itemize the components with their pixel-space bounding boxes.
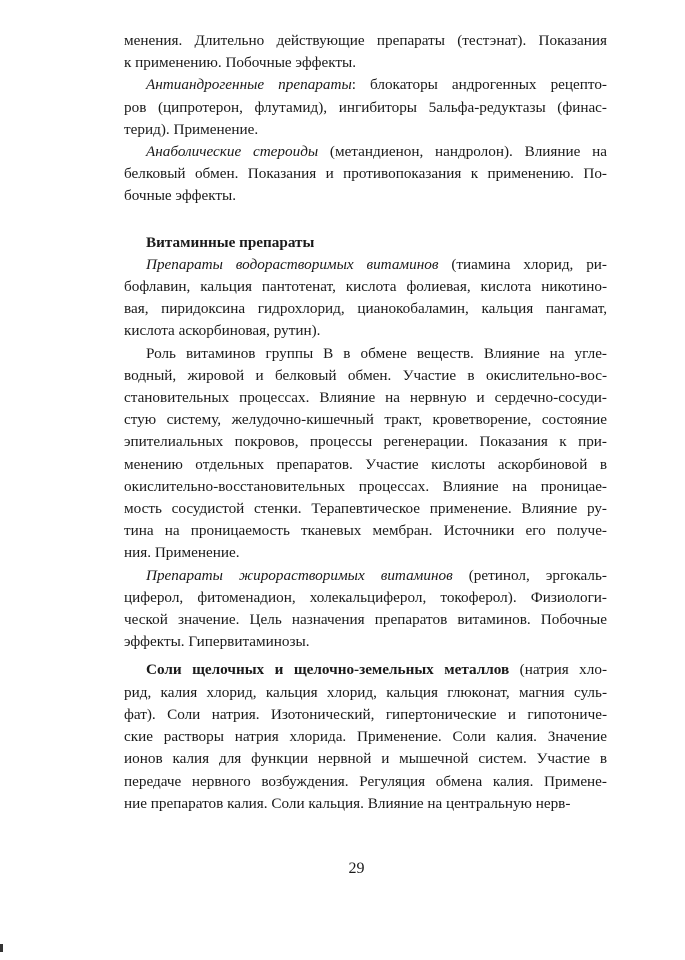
text-line [124,631,607,653]
text-line [124,409,607,431]
text-run: к применению. Побочные эффекты. [124,54,357,72]
text-run: циферол, фитоменадион, холекальциферол, токоферол). Физиологи- [124,588,607,606]
text-line [124,52,607,74]
bold-term: Соли щелочных и щелочно-земельных металлов [146,661,510,679]
text-line [124,141,607,163]
text-line [124,254,607,276]
text-line [124,232,607,254]
text-run: эффекты. Гипервитаминозы. [124,633,310,651]
text-run: (натрия хло- [509,661,607,679]
text-line [124,726,607,748]
text-run: : блокаторы андрогенных рецепто- [351,76,607,94]
text-run: окислительно-восстановительных процессах. Влияние на проницае- [124,477,607,495]
text-line [124,542,607,564]
paragraph [124,565,607,654]
text-run: передаче нервного возбуждения. Регуляция обмена калия. Примене- [124,772,607,790]
paragraph [124,254,607,343]
text-run: тина на проницаемость тканевых мембран. Источники его получе- [124,522,607,540]
text-line [124,343,607,365]
text-line [124,587,607,609]
text-line [124,185,607,207]
text-line [124,30,607,52]
text-run: ния. Применение. [124,544,240,562]
text-line [124,97,607,119]
text-run: белковый обмен. Показания и противопоказания к применению. По- [124,165,607,183]
text-line [124,748,607,770]
text-line [124,454,607,476]
text-line [124,163,607,185]
text-run: (метандиенон, нандролон). Влияние на [318,143,607,161]
text-line [124,276,607,298]
text-run: (тиамина хлорид, ри- [438,255,607,273]
text-run: ров (ципротерон, флутамид), ингибиторы 5альфа-редуктазы (финас- [124,98,607,116]
paragraph [124,343,607,565]
text-run: менению отдельных препаратов. Участие кислоты аскорбиновой в [124,455,607,473]
scan-mark [0,944,3,952]
text-run: фат). Соли натрия. Изотонический, гипертонические и гипотониче- [124,705,607,723]
text-run: бочные эффекты. [124,187,237,205]
text-line [124,119,607,141]
text-run: ческой значение. Цель назначения препаратов витаминов. Побочные [124,611,607,629]
text-line [124,565,607,587]
body-text [124,30,607,815]
page-number: 29 [348,860,365,877]
text-line [124,771,607,793]
text-line [124,793,607,815]
text-run: стую систему, желудочно-кишечный тракт, кроветворение, состояние [124,411,607,429]
text-run: мость сосудистой стенки. Терапевтическое применение. Влияние ру- [124,500,607,518]
section-heading [124,232,607,254]
text-run: ионов калия для функции нервной и мышечной систем. Участие в [124,750,607,768]
text-run: вая, пиридоксина гидрохлорид, цианокобаламин, кальция пангамат, [124,300,607,318]
paragraph [124,74,607,141]
paragraph [124,30,607,74]
text-line [124,298,607,320]
text-run: рид, калия хлорид, кальция хлорид, кальция глюконат, магния суль- [124,683,607,701]
text-line [124,609,607,631]
text-run: ние препаратов калия. Соли кальция. Влияние на центральную нерв- [124,794,571,812]
text-run: кислота аскорбиновая, рутин). [124,322,321,340]
italic-term: Препараты водорастворимых витаминов [146,255,439,273]
text-run: водный, жировой и белковый обмен. Участие в окислительно-вос- [124,366,607,384]
italic-term: Антиандрогенные препараты [146,76,352,94]
text-run: терид). Применение. [124,120,259,138]
text-run: эпителиальных покровов, процессы регенерации. Показания к при- [124,433,607,451]
text-line [124,476,607,498]
text-line [124,74,607,96]
text-line [124,498,607,520]
text-line [124,387,607,409]
text-line [124,659,607,681]
text-line [124,431,607,453]
italic-term: Анаболические стероиды [146,143,319,161]
paragraph [124,659,607,814]
text-line [124,520,607,542]
text-run: ские растворы натрия хлорида. Применение. Соли калия. Значение [124,728,607,746]
text-run: становительных процессах. Влияние на нервную и сердечно-сосуди- [124,389,607,407]
text-line [124,682,607,704]
text-run: (ретинол, эргокаль- [452,566,607,584]
text-line [124,365,607,387]
text-run: бофлавин, кальция пантотенат, кислота фолиевая, кислота никотино- [124,278,607,296]
italic-term: Препараты жирорастворимых витаминов [146,566,453,584]
bold-term: Витаминные препараты [146,233,315,251]
text-line [124,320,607,342]
paragraph [124,141,607,208]
text-line [124,704,607,726]
text-run: менения. Длительно действующие препараты (тестэнат). Показания [124,32,607,49]
text-run: Роль витаминов группы В в обмене веществ. Влияние на угле- [146,344,607,362]
